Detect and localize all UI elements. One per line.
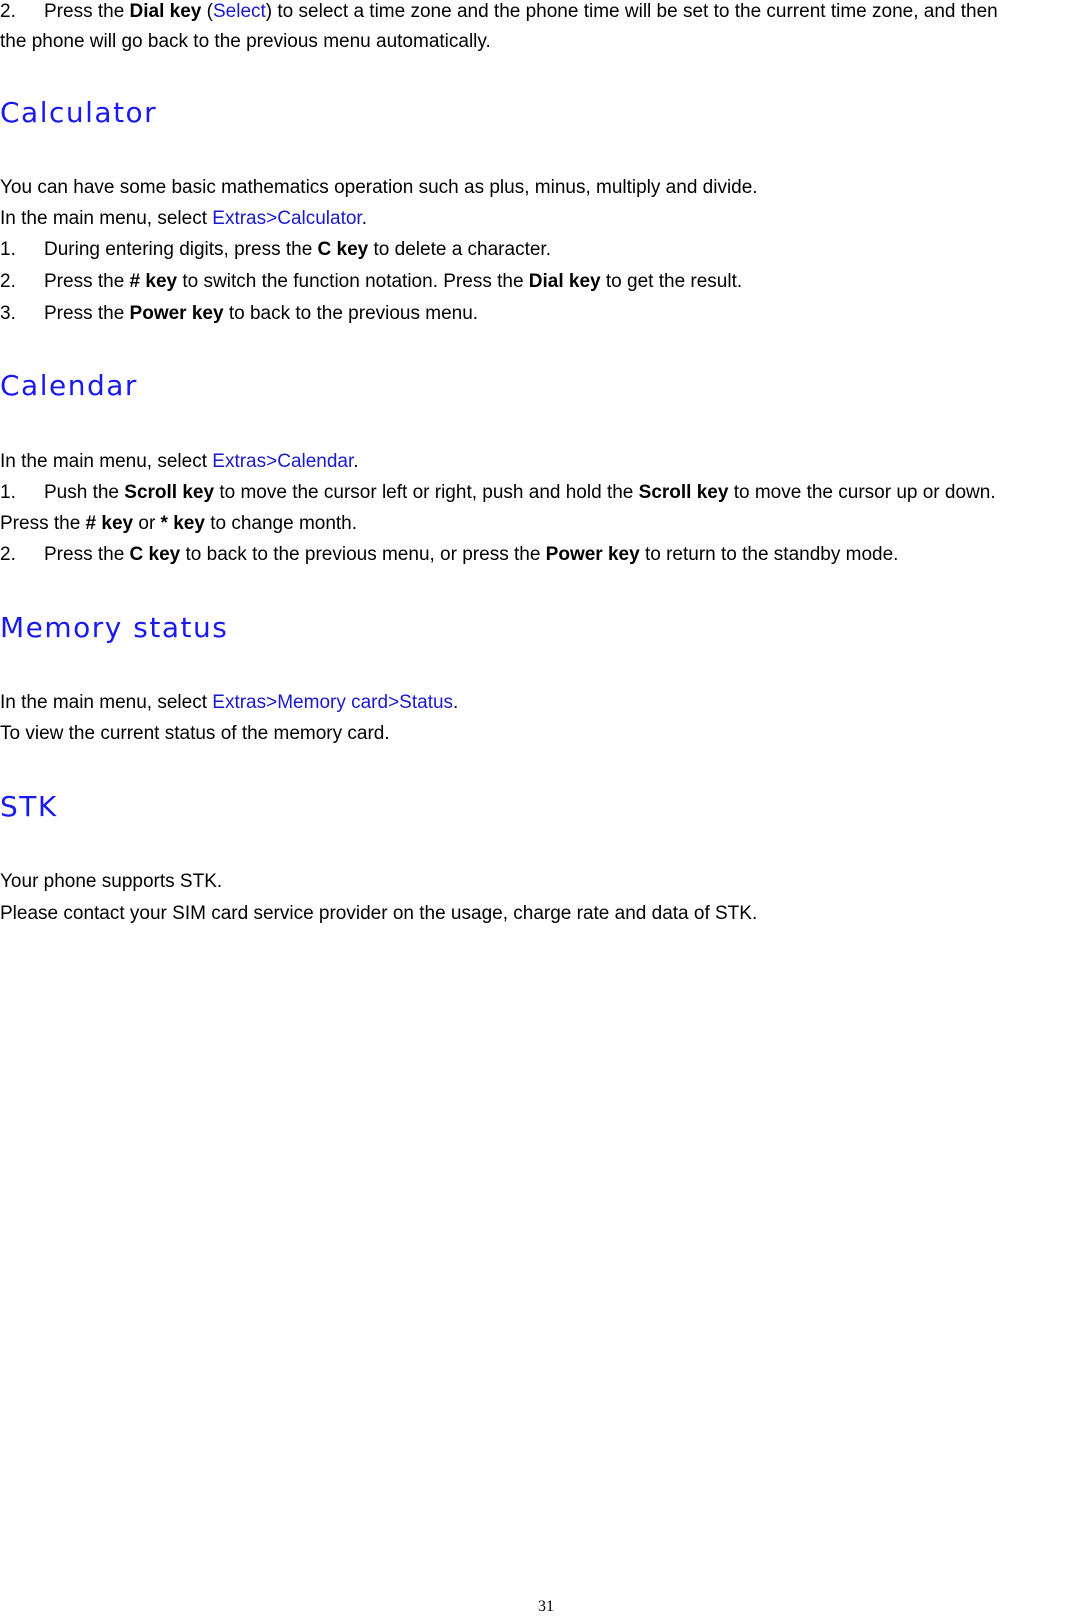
menu-path: Extras>Calculator <box>212 208 362 229</box>
section-heading-calendar: Calendar <box>0 369 138 402</box>
list-number: 1. <box>0 239 16 260</box>
intro-list-item-2: 2. Press the Dial key (Select) to select a time zone and the phone time will be set to the current time zone, and then <box>0 1 998 22</box>
paragraph: You can have some basic mathematics operation such as plus, minus, multiply and divide. <box>0 177 758 198</box>
page-number: 31 <box>538 1598 554 1615</box>
list-item: 2. Press the # key to switch the function notation. Press the Dial key to get the result. <box>0 271 743 292</box>
section-heading-memory-status: Memory status <box>0 611 229 644</box>
menu-path-paragraph: In the main menu, select Extras>Calculator. <box>0 208 367 229</box>
list-number: 1. <box>0 482 16 503</box>
paragraph: To view the current status of the memory card. <box>0 723 390 744</box>
dial-key-label: Dial key <box>129 1 202 22</box>
list-number: 2. <box>0 544 16 565</box>
menu-path: Extras>Memory card>Status <box>212 692 454 713</box>
select-softkey-label: Select <box>212 1 266 22</box>
menu-path-paragraph: In the main menu, select Extras>Memory card>Status. <box>0 692 459 713</box>
paragraph: Your phone supports STK. <box>0 871 223 892</box>
section-heading-stk: STK <box>0 790 58 823</box>
list-item-continuation: Press the # key or * key to change month. <box>0 513 358 534</box>
menu-path-paragraph: In the main menu, select Extras>Calendar. <box>0 451 359 472</box>
section-heading-calculator: Calculator <box>0 96 158 129</box>
menu-path: Extras>Calendar <box>212 451 354 472</box>
list-item: 1. Push the Scroll key to move the cursor left or right, push and hold the Scroll key to move the cursor up or down. <box>0 482 996 503</box>
list-number: 2. <box>0 1 16 22</box>
intro-list-item-2-continuation: the phone will go back to the previous menu automatically. <box>0 31 491 52</box>
list-number: 3. <box>0 303 16 324</box>
paragraph: Please contact your SIM card service provider on the usage, charge rate and data of STK. <box>0 903 758 924</box>
list-number: 2. <box>0 271 16 292</box>
list-item: 1. During entering digits, press the C key to delete a character. <box>0 239 551 260</box>
list-item: 2. Press the C key to back to the previous menu, or press the Power key to return to the standby mode. <box>0 544 899 565</box>
list-item: 3. Press the Power key to back to the previous menu. <box>0 303 479 324</box>
